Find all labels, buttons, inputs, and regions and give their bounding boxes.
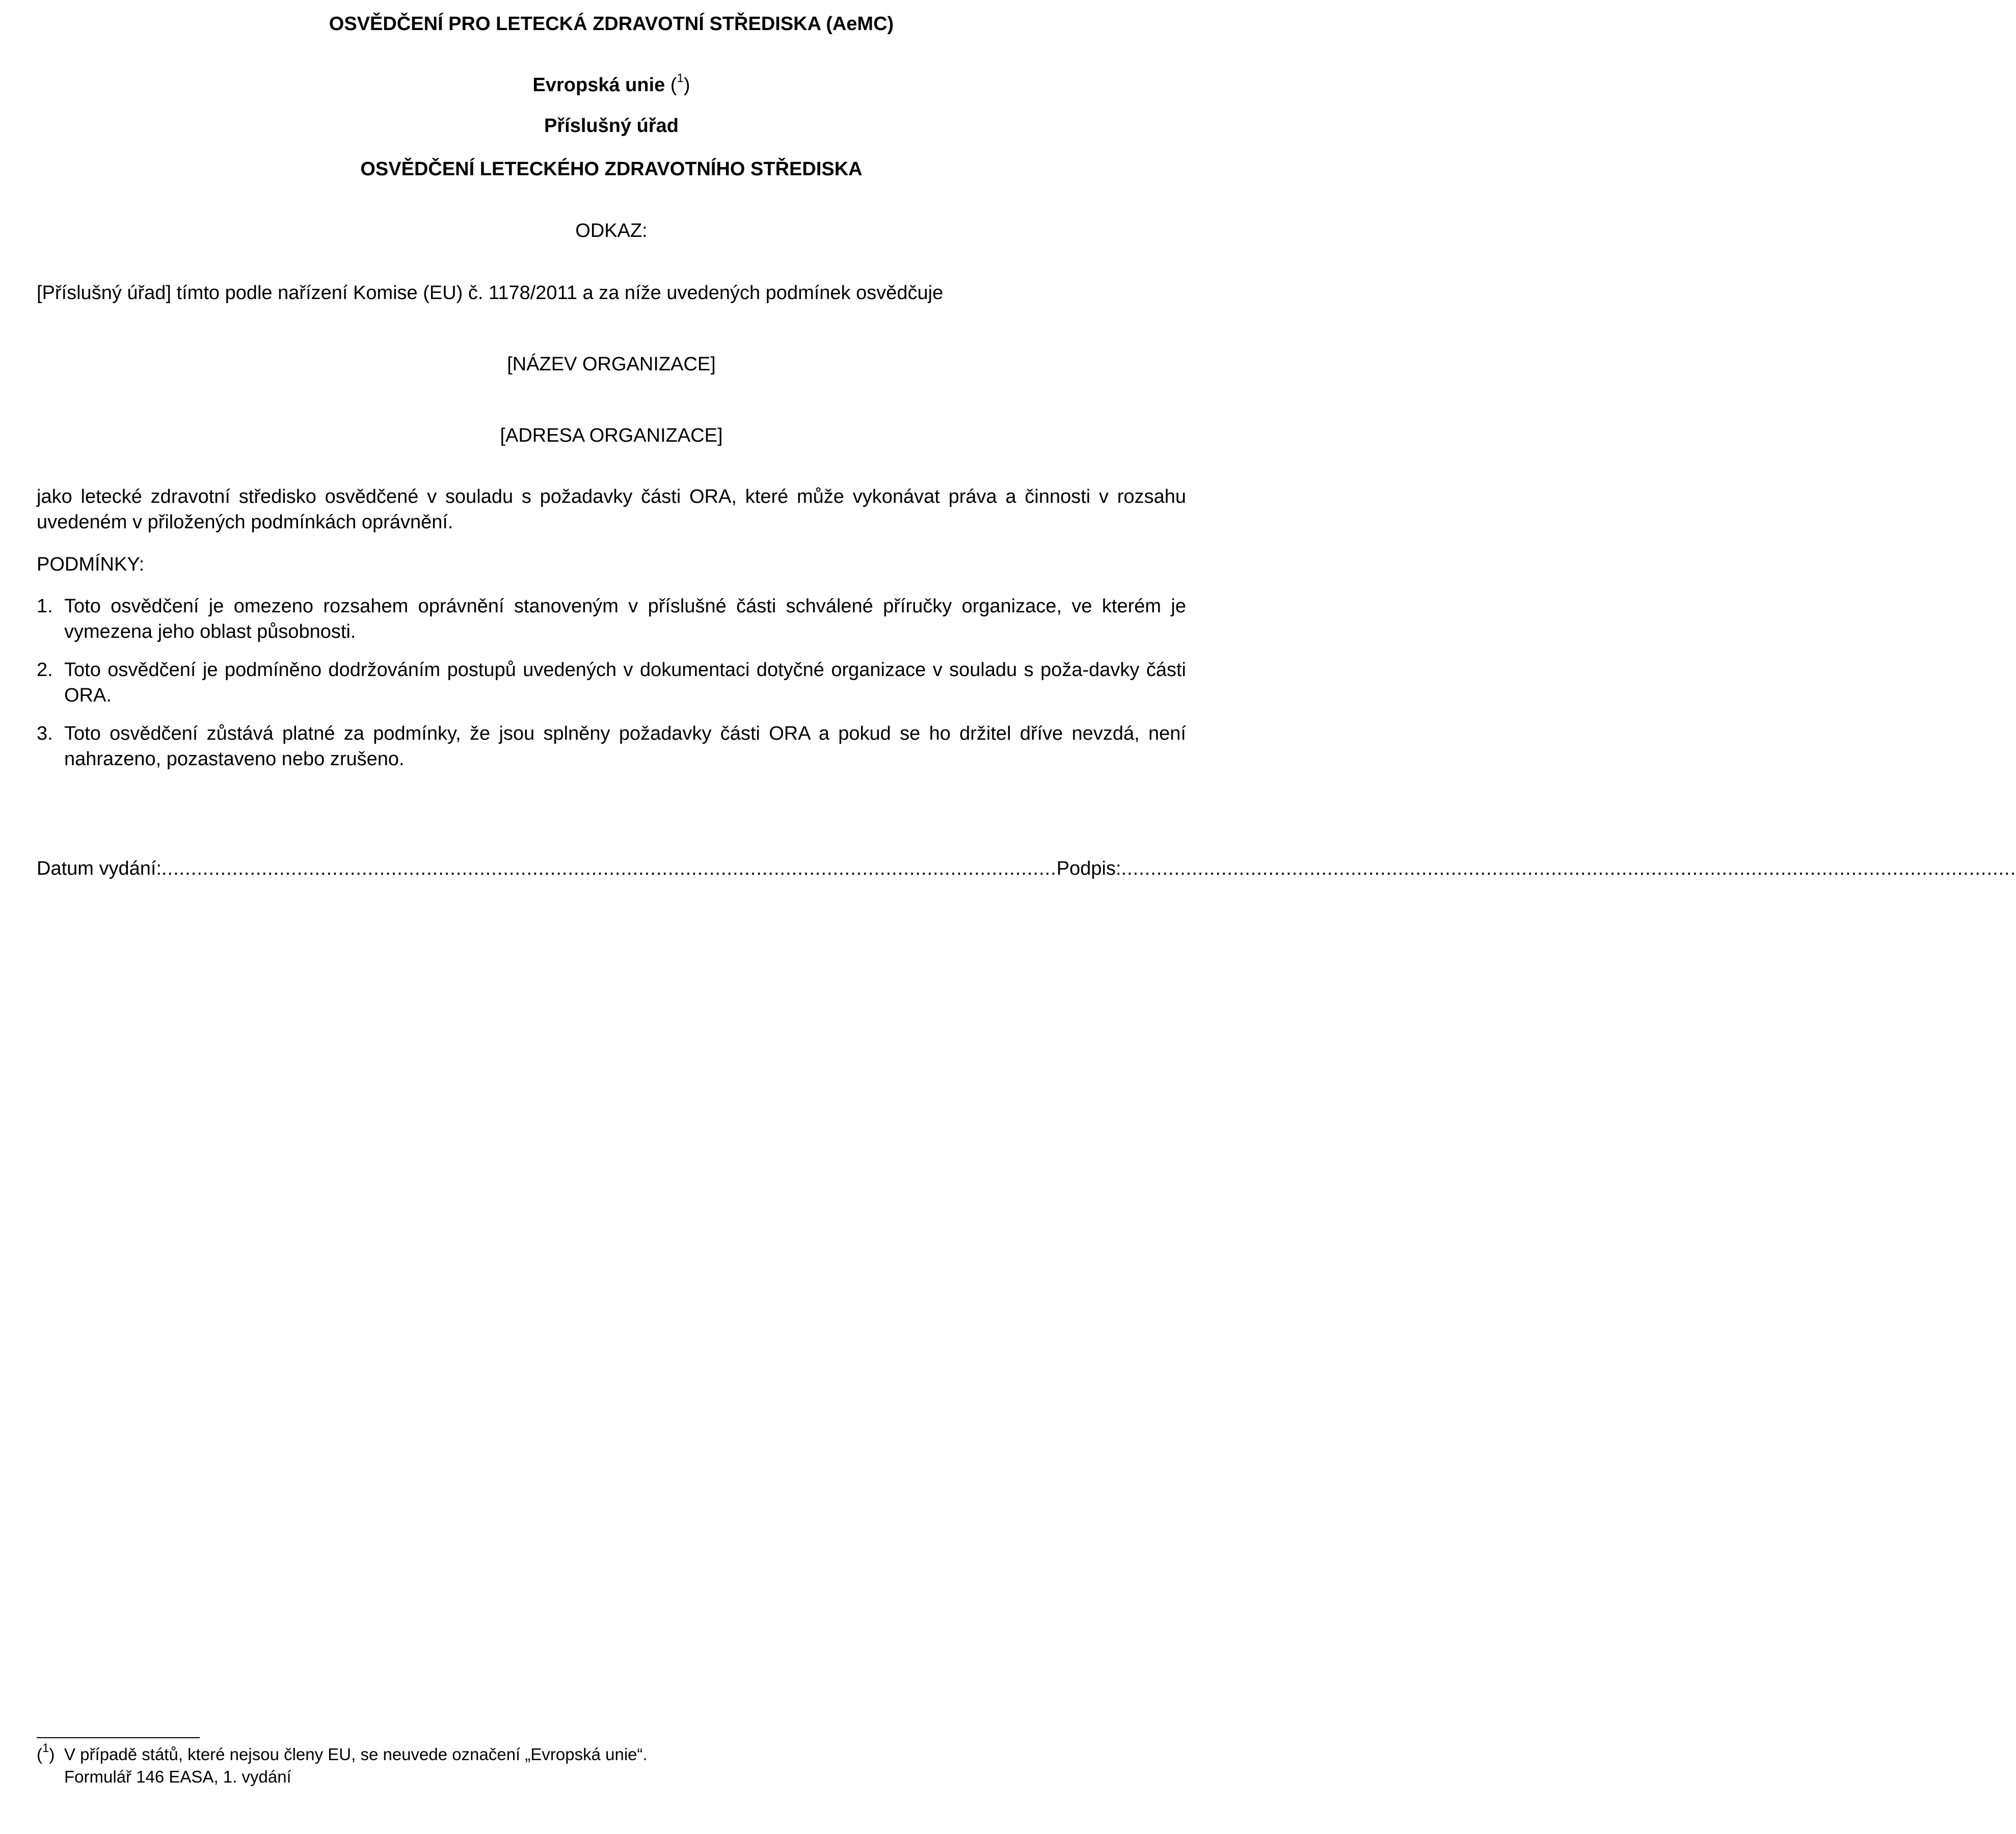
- date-field[interactable]: ........................................................................................................................................................: [162, 858, 1057, 879]
- organization-name: [NÁZEV ORGANIZACE]: [507, 354, 716, 375]
- condition-text: Toto osvědčení zůstává platné za podmínky, že jsou splněny požadavky části ORA a pokud se ho držitel dříve nevzdá, není nahrazeno, pozastaveno nebo zrušeno.: [64, 723, 1186, 770]
- form-identifier: Formulář 146 EASA, 1. vydání: [64, 1767, 291, 1786]
- footnote-divider: [37, 1737, 200, 1738]
- certificate-title: OSVĚDČENÍ LETECKÉHO ZDRAVOTNÍHO STŘEDISKA: [360, 158, 863, 180]
- signature-field[interactable]: ........................................................................................................................................................: [1121, 858, 2016, 879]
- signature-label: Podpis:: [1056, 858, 1121, 879]
- condition-number: 2.: [37, 659, 53, 681]
- eu-footnote-reference: ($^1$): [670, 71, 690, 96]
- condition-number: 3.: [37, 723, 53, 744]
- body-paragraph: jako letecké zdravotní středisko osvědčené v souladu s požadavky části ORA, které může vykonávat práva a činnosti v rozsahu uvedeném v přiložených podmínkách oprávnění.: [37, 486, 1186, 533]
- footnote: [37, 1743, 1186, 1788]
- conditions-label: PODMÍNKY:: [37, 554, 145, 575]
- condition-text: Toto osvědčení je podmíněno dodržováním postupů uvedených v dokumentaci dotyčné organizace v souladu s poža-davky části ORA.: [64, 659, 1186, 706]
- authority-title: Příslušný úřad: [544, 115, 679, 137]
- intro-paragraph: [Příslušný úřad] tímto podle nařízení Komise (EU) č. 1178/2011 a za níže uvedených podmínek osvědčuje: [37, 282, 944, 304]
- condition-text: Toto osvědčení je omezeno rozsahem oprávnění stanoveným v příslušné části schválené příručky organizace, ve kterém je vymezena jeho oblast působnosti.: [64, 596, 1186, 642]
- condition-number: 1.: [37, 596, 53, 617]
- date-label: Datum vydání:: [37, 858, 162, 879]
- eu-line: [37, 72, 1186, 98]
- signature-row: [37, 856, 2016, 881]
- condition-item: [37, 721, 1186, 772]
- condition-item: [37, 594, 1186, 644]
- document-heading: OSVĚDČENÍ PRO LETECKÁ ZDRAVOTNÍ STŘEDISKA (AeMC): [329, 13, 894, 35]
- footnote-mark: ($^1$): [37, 1741, 55, 1764]
- footnote-text: V případě států, které nejsou členy EU, se neuvede označení „Evropská unie“.: [64, 1745, 648, 1764]
- condition-item: [37, 657, 1186, 708]
- eu-label: Evropská unie: [532, 74, 665, 96]
- reference-label: ODKAZ:: [575, 220, 648, 241]
- organization-address: [ADRESA ORGANIZACE]: [500, 425, 723, 446]
